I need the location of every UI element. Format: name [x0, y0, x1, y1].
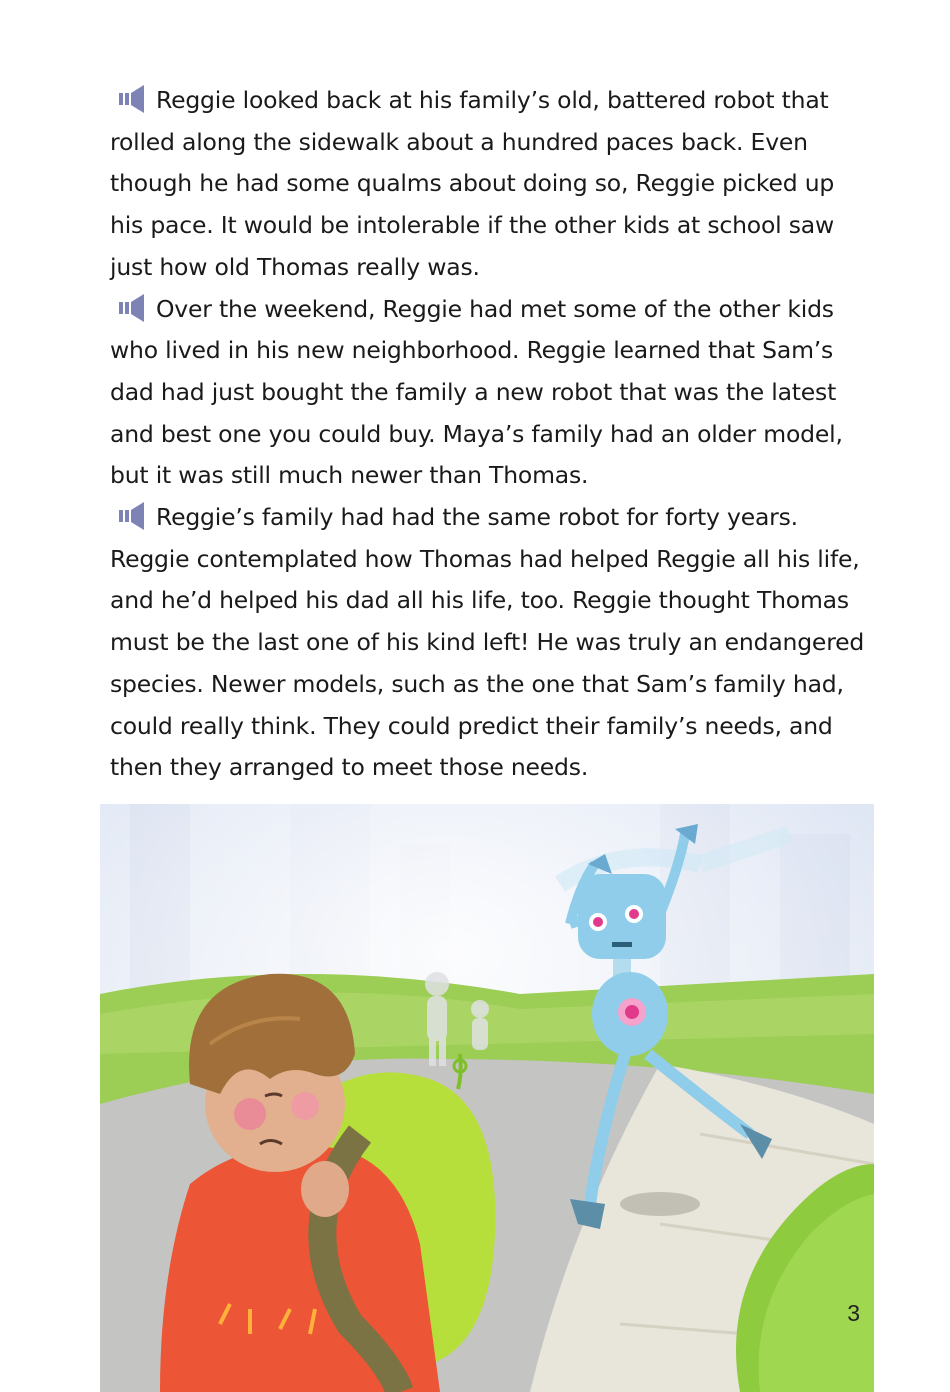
paragraph-3-text: Reggie’s family had had the same robot for forty years. Reggie contemplated how Thomas had helped Reggie all his life, and he’d helped his dad all his life, too. Reggie thought Thomas must be the last one of his kind left! He was truly an endangered species. Newer models, such as the one that Sam’s family had, could really think. They could predict their family’s needs, and then they arranged to meet those needs.: [110, 503, 865, 782]
speaker-icon[interactable]: [118, 293, 146, 323]
speaker-icon[interactable]: [118, 501, 146, 531]
paragraph-2: [110, 289, 870, 498]
story-text: [110, 80, 870, 789]
speaker-icon[interactable]: [118, 84, 146, 114]
page-number: 3: [847, 1300, 860, 1326]
paragraph-1: [110, 80, 870, 289]
paragraph-1-text: Reggie looked back at his family’s old, battered robot that rolled along the sidewalk about a hundred paces back. Even though he had some qualms about doing so, Reggie picked up his pace. It would be intolerable if the other kids at school saw just how old Thomas really was.: [110, 86, 835, 281]
paragraph-3: [110, 497, 870, 789]
story-illustration: [100, 804, 874, 1392]
paragraph-2-text: Over the weekend, Reggie had met some of the other kids who lived in his new neighborhood. Reggie learned that Sam’s dad had just bought the family a new robot that was the latest and best one you could buy. Maya’s family had an older model, but it was still much newer than Thomas.: [110, 294, 843, 490]
